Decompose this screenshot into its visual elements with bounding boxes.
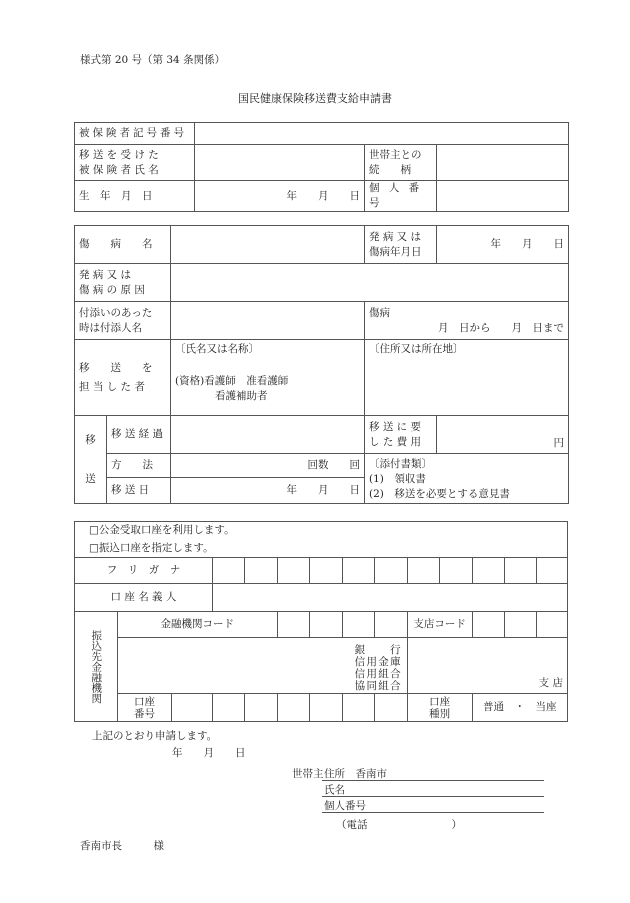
- institution-code-cell[interactable]: [277, 612, 309, 638]
- holder-field[interactable]: [212, 584, 567, 612]
- personal-no-underline: [322, 812, 544, 813]
- period-value: 月 日から 月 日まで: [438, 321, 564, 334]
- bank-side-label: [75, 612, 118, 722]
- staff-label-2: 担 当 し た 者: [79, 380, 145, 393]
- furigana-cell[interactable]: [472, 558, 504, 584]
- furigana-cell[interactable]: [440, 558, 472, 584]
- holder-label: 口 座 名 義 人: [75, 584, 213, 612]
- attachment-1: (1) 領収書: [369, 473, 426, 485]
- relation-label-1: 世帯主との: [369, 148, 422, 161]
- cause-label-1: 発 病 又 は: [79, 268, 132, 281]
- form-title: 国民健康保険移送費支給申請書: [238, 92, 392, 105]
- transport-side-char-2: 送: [85, 472, 96, 485]
- institution-type: 信用組合: [354, 668, 401, 680]
- onset-date-field[interactable]: 年 月 日: [437, 226, 569, 264]
- account-no-cell[interactable]: [342, 694, 374, 722]
- householder-personal-no[interactable]: 個人番号: [324, 800, 366, 812]
- transport-side-char-1: 移: [85, 433, 96, 446]
- institution-type: 協同組合: [354, 680, 401, 692]
- staff-address-hint: 〔住所又は所在地〕: [369, 343, 464, 355]
- cause-label-2: 傷 病 の 原 因: [79, 283, 145, 296]
- disease-field[interactable]: [171, 226, 365, 264]
- bank-side-text: 振込先金融機関: [90, 629, 103, 704]
- householder-label: 世帯主: [292, 768, 324, 780]
- furigana-label: フ リ ガ ナ: [75, 558, 213, 584]
- staff-name-hint: 〔氏名又は名称〕: [175, 343, 259, 355]
- staff-name-field[interactable]: [171, 340, 365, 416]
- account-no-cell[interactable]: [310, 694, 342, 722]
- relation-field[interactable]: [437, 145, 569, 181]
- account-type-label: [407, 694, 472, 722]
- attachments-label: 〔添付書類〕: [369, 458, 432, 470]
- qualification-text: (資格)看護師 准看護師: [175, 375, 289, 387]
- dob-label: 生 年 月 日: [75, 181, 195, 212]
- attachments-box: [365, 454, 569, 504]
- furigana-cell[interactable]: [212, 558, 244, 584]
- transport-date-label: 移 送 日: [107, 478, 171, 504]
- bank-table: [74, 521, 568, 722]
- route-field[interactable]: [171, 416, 365, 454]
- institution-code-cell[interactable]: [342, 612, 374, 638]
- furigana-cell[interactable]: [537, 558, 568, 584]
- institution-code-cell[interactable]: [310, 612, 342, 638]
- sickness-period-field[interactable]: [365, 302, 569, 340]
- cost-field[interactable]: [437, 416, 569, 454]
- name-underline: [322, 796, 544, 797]
- furigana-cell[interactable]: [245, 558, 277, 584]
- form-number: 様式第 20 号（第 34 条関係）: [80, 54, 226, 66]
- institution-code-label: 金融機関コード: [117, 612, 277, 638]
- insured-name-label-2: 被 保 険 者 氏 名: [79, 163, 159, 176]
- householder-address[interactable]: 住所 香南市: [324, 768, 387, 780]
- branch-code-label: 支店コード: [407, 612, 472, 638]
- account-no-cell[interactable]: [245, 694, 277, 722]
- account-no-cell[interactable]: [172, 694, 213, 722]
- symbol-number-field[interactable]: [195, 123, 569, 145]
- insured-name-label-1: 移 送 を 受 け た: [79, 148, 159, 161]
- addressee: 香南市長 様: [80, 840, 164, 852]
- option-public-account[interactable]: □公金受取口座を利用します。: [75, 522, 568, 540]
- route-label: 移 送 経 過: [107, 416, 171, 454]
- option-transfer-account[interactable]: □振込口座を指定します。: [75, 540, 568, 558]
- symbol-number-label: 被保険者記号番号: [75, 123, 195, 145]
- disease-label: 傷 病 名: [75, 226, 171, 264]
- furigana-cell[interactable]: [277, 558, 309, 584]
- institution-type-list: [355, 644, 401, 692]
- account-no-label-2: 番号: [133, 707, 155, 720]
- account-type-options[interactable]: 普通 ・ 当座: [472, 694, 567, 722]
- statement-text: 上記のとおり申請します。: [92, 730, 218, 742]
- sickness-label: 傷病: [369, 306, 390, 319]
- account-no-cell[interactable]: [375, 694, 407, 722]
- dob-field[interactable]: 年 月 日: [195, 181, 365, 212]
- account-no-cell[interactable]: [277, 694, 309, 722]
- attendant-label-1: 付添いのあった: [79, 306, 153, 319]
- account-no-label-1: 口座: [133, 695, 155, 708]
- insured-name-field[interactable]: [195, 145, 365, 181]
- furigana-cell[interactable]: [342, 558, 374, 584]
- furigana-cell[interactable]: [310, 558, 342, 584]
- attendant-field[interactable]: [171, 302, 365, 340]
- householder-name[interactable]: 氏名: [324, 784, 345, 796]
- attendant-label-2: 時は付添人名: [79, 321, 142, 334]
- branch-code-cell[interactable]: [472, 612, 504, 638]
- qualification-text-2: 看護補助者: [215, 390, 268, 402]
- personal-no-field[interactable]: [437, 181, 569, 212]
- method-field[interactable]: 回数 回: [171, 454, 365, 478]
- institution-code-cell[interactable]: [375, 612, 407, 638]
- branch-suffix: 支 店: [538, 677, 563, 689]
- insured-table: [74, 122, 569, 212]
- institution-name-field[interactable]: [117, 638, 407, 694]
- account-type-label-2: 種別: [429, 707, 451, 720]
- cost-label-2: し た 費 用: [369, 435, 422, 448]
- account-no-label: [117, 694, 172, 722]
- cost-label-1: 移 送 に 要: [369, 420, 422, 433]
- onset-label-2: 傷病年月日: [369, 245, 422, 258]
- staff-address-field[interactable]: [365, 340, 569, 416]
- branch-code-cell[interactable]: [505, 612, 537, 638]
- institution-type: 信用金庫: [354, 656, 401, 668]
- branch-name-field[interactable]: [407, 638, 567, 694]
- staff-label-1: 移 送 を: [79, 361, 153, 374]
- furigana-cell[interactable]: [505, 558, 537, 584]
- furigana-cell[interactable]: [375, 558, 407, 584]
- transport-table: [74, 225, 569, 504]
- furigana-cell[interactable]: [407, 558, 439, 584]
- personal-no-label: 個 人 番 号: [365, 181, 437, 212]
- transport-date-field[interactable]: 年 月 日: [171, 478, 365, 504]
- branch-code-cell[interactable]: [537, 612, 568, 638]
- institution-type: 銀 行: [354, 644, 401, 656]
- account-type-label-1: 口座: [429, 695, 451, 708]
- transport-side-label: [75, 416, 107, 504]
- address-underline: [322, 780, 544, 781]
- phone-field[interactable]: （電話 ）: [336, 819, 462, 831]
- account-no-cell[interactable]: [212, 694, 244, 722]
- method-label: 方 法: [107, 454, 171, 478]
- application-date[interactable]: 年 月 日: [172, 747, 246, 759]
- cost-unit: 円: [553, 437, 564, 449]
- relation-label-2: 続 柄: [369, 163, 411, 176]
- attachment-2: (2) 移送を必要とする意見書: [369, 488, 510, 500]
- onset-label-1: 発 病 又 は: [369, 230, 422, 243]
- cause-field[interactable]: [171, 264, 569, 302]
